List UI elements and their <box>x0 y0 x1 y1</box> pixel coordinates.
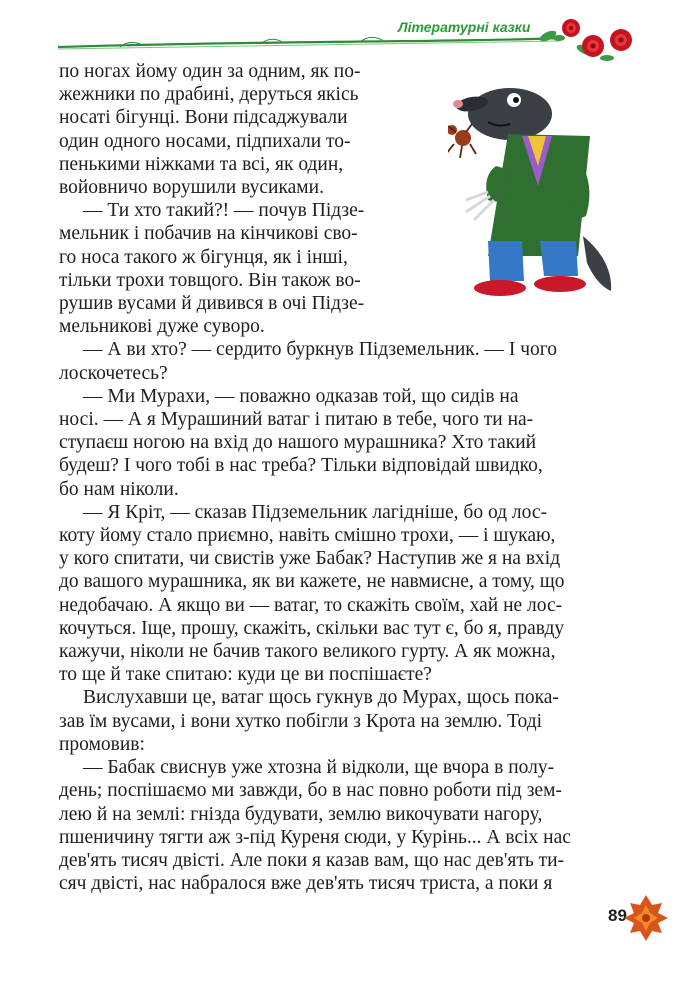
page-number: 89 <box>608 906 627 925</box>
text-line: — Ти хто такий?! — почув Підзе- <box>83 200 365 222</box>
paragraph <box>59 501 612 687</box>
text-line: носі. — А я Мурашиний ватаг і питаю в тебе, чого ти на- <box>59 409 534 431</box>
text-line: кочуться. Іще, прошу, скажіть, скільки вас тут є, бо я, правду <box>59 617 565 639</box>
text-line: мельник і побачив на кінчикові сво- <box>59 223 358 245</box>
text-line: пенькими ніжками та всі, як один, <box>59 153 344 175</box>
text-line: сяч двісті, нас набралося вже дев'ять тисяч триста, а поки я <box>59 873 553 895</box>
text-line: день; поспішаємо ми завжди, бо в нас повно роботи під зем- <box>59 780 562 802</box>
text-line: пшеничину тягти аж з-під Куреня сюди, у Курінь... А всіх нас <box>59 826 571 848</box>
folk-ornament-icon <box>622 893 670 943</box>
text-line: дев'ять тисяч двісті. Але поки я казав вам, що нас дев'ять ти- <box>59 849 565 871</box>
text-line: зав їм вусами, і вони хутко побігли з Крота на землю. Тоді <box>59 710 543 732</box>
text-line: — А ви хто? — сердито буркнув Підземельник. — І чого <box>83 339 558 361</box>
text-line: мельникові дуже суворо. <box>59 316 265 338</box>
story-text <box>59 60 612 895</box>
text-line: то ще й таке спитаю: куди це ви поспішаєте? <box>59 664 432 686</box>
text-line: войовничо ворушили вусиками. <box>59 177 324 199</box>
paragraph <box>59 756 612 895</box>
text-line: — Ми Мурахи, — поважно одказав той, що сидів на <box>83 385 519 407</box>
text-line: будеш? І чого тобі в нас треба? Тільки відповідай швидко, <box>59 455 543 477</box>
text-line: недобачаю. А якщо ви — ватаг, то скажіть своїм, хай не лос- <box>59 594 563 616</box>
text-line: кажучи, ніколи не бачив такого великого гурту. А як можна, <box>59 641 556 663</box>
text-line: коту йому стало приємно, навіть смішно трохи, — і шукаю, <box>59 525 556 547</box>
text-line: — Я Кріт, — сказав Підземельник лагідніше, бо од лос- <box>83 501 548 523</box>
rose-flowers-icon <box>545 14 640 64</box>
text-line: один одного носами, підпихали то- <box>59 130 351 152</box>
text-line: по ногах йому один за одним, як по- <box>59 61 361 82</box>
text-line: Вислухавши це, ватаг щось гукнув до Мурах, щось пока- <box>83 687 559 709</box>
paragraph <box>59 199 612 338</box>
text-line: носаті бігунці. Вони підсаджували <box>59 107 348 129</box>
paragraph <box>59 60 612 199</box>
text-line: тільки трохи товщого. Він також во- <box>59 269 361 291</box>
text-line: лоскочетесь? <box>59 362 168 384</box>
paragraph <box>59 686 612 756</box>
text-line: промовив: <box>59 733 145 755</box>
text-line: го носа такого ж бігунця, як і інші, <box>59 246 348 268</box>
text-line: жежники по драбині, деруться якісь <box>59 84 359 106</box>
text-line: рушив вусами й дивився в очі Підзе- <box>59 293 365 315</box>
text-line: у кого спитати, чи свистів уже Бабак? Наступив же я на вхід <box>59 548 561 570</box>
section-title: Літературні казки <box>398 19 531 35</box>
text-line: лею й на землі: гнізда будувати, землю викочувати нагору, <box>59 803 543 825</box>
text-line: до вашого мурашника, як ви кажете, не навмисне, а тому, що <box>59 571 565 593</box>
text-line: ступаєш ногою на вхід до нашого мурашника? Хто такий <box>59 432 537 454</box>
text-line: бо нам ніколи. <box>59 478 179 500</box>
paragraph <box>59 385 612 501</box>
text-line: — Бабак свиснув уже хтозна й відколи, ще вчора в полу- <box>83 757 555 779</box>
paragraph <box>59 338 612 384</box>
